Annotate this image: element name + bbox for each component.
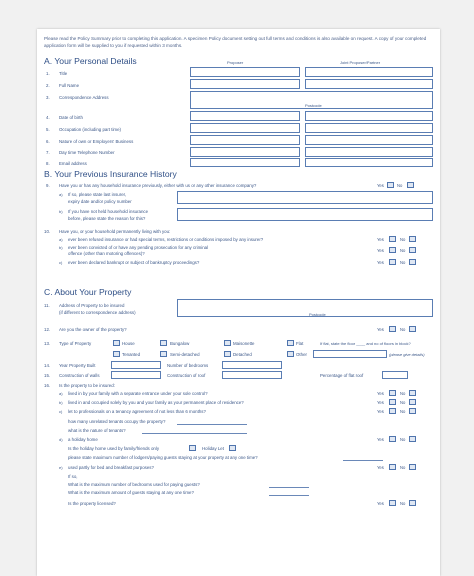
q16a-no-checkbox[interactable] bbox=[409, 390, 416, 396]
q10a-label: ever been refused insurance or had special terms, restrictions or conditions imposed by any insurer? bbox=[68, 237, 264, 242]
q9-yes-checkbox[interactable] bbox=[387, 182, 394, 188]
q10-label: Have you, or your household permanently living with you: bbox=[59, 229, 171, 234]
q16e-no-checkbox[interactable] bbox=[409, 464, 416, 470]
flat-label: Flat bbox=[296, 341, 304, 346]
proposer-phone-field[interactable] bbox=[190, 147, 300, 157]
application-form-page: Please read the Policy Summary prior to completing this application. A specimen Policy document setting out full terms and conditions is also available on request. A copy of your completed application form will be supplied to you if requested within 3 months. A. Your Personal Details Proposer Joint Proposer/Partner 1. Title 2. Full Name 3. Correspondence Address Postcode 4. Date of birth 5. Occupation (including part time) 6. Nature of own or Employers' Business 7. Day time Telephone Number 8. Email address B. Your Previous Insurance History 9. Have you or has any household insurance previously, either with us or any other insurance company? Yes No a) If so, please state last insurer, expiry date and/or policy number b) If you have not held household insurance before, please state the reason for this? 10. Have you, or your household permanently living with you: a) ever been refused insurance or had special terms, restrictions or conditions imposed by any insurer? Yes No b) ever been convicted of or have any pending prosecution for any criminal offence (other than motoring offences)? Yes No c) ever been declared bankrupt or subject of bankruptcy proceedings? Yes No C. About Your Property 11. Address of Property to be insured (if different to correspondence address) Postcode 12. Are you the owner of the property? Yes No 13. Type of Property House Bungalow Maisonette Flat If flat, state the floor ____ and no of floors in block? Tenanted Semi-detached Detached Other (please give details) 14. Year Property Built Number of bedrooms 15. Construction of walls Construction of roof Percentage of flat roof 16. Is the property to be insured: a) lived in by your family with a separate entrance under your sole control? Yes No b) lived in and occupied solely by you and your family as your permanent place of residence? Yes No c) let to professionals on a tenancy agreement of not less than 6 months? Yes No how many unrelated tenants occupy the property? what is the nature of tenants? d) a holiday home Yes No Is the holiday home used by family/friends only Holiday Let please state maximum number of lodgers/paying guests staying at your property at any one time? e) used partly for bed and breakfast purposes? Yes No If so, What is the maximum number of bedrooms used for paying guests? What is the maximum amount of guests staying at any one time? Is the property licensed? Yes No bbox=[37, 29, 440, 576]
tenants-count-line[interactable] bbox=[177, 424, 247, 425]
q10a-no-checkbox[interactable] bbox=[409, 236, 416, 242]
row-number: 8. bbox=[46, 161, 50, 166]
no-label: No bbox=[400, 327, 406, 332]
q12-no-checkbox[interactable] bbox=[409, 326, 416, 332]
q10b-label: ever been convicted of or have any pending prosecution for any criminal bbox=[68, 245, 209, 250]
yes-label: Yes bbox=[377, 409, 384, 414]
yes-label: Yes bbox=[377, 260, 384, 265]
q16-label: Is the property to be insured: bbox=[59, 383, 115, 388]
bungalow-checkbox[interactable] bbox=[160, 340, 167, 346]
q16e-guests-label: What is the maximum amount of guests staying at any one time? bbox=[68, 490, 194, 495]
business-label: Nature of own or Employers' Business bbox=[59, 139, 134, 144]
proposer-title-field[interactable] bbox=[190, 67, 300, 77]
q16c-label: let to professionals on a tenancy agreement of not less than 6 months? bbox=[68, 409, 206, 414]
proposer-name-field[interactable] bbox=[190, 79, 300, 89]
row-number: 4. bbox=[46, 115, 50, 120]
semi-detached-checkbox[interactable] bbox=[160, 351, 167, 357]
tenanted-label: Tenanted bbox=[122, 352, 141, 357]
roof-label: Construction of roof bbox=[167, 373, 206, 378]
q14-label: Year Property Built bbox=[59, 363, 96, 368]
q10b-yes-checkbox[interactable] bbox=[389, 247, 396, 253]
title-label: Title bbox=[59, 71, 68, 76]
other-details-field[interactable] bbox=[313, 350, 387, 358]
holiday-let-label: Holiday Let bbox=[202, 446, 224, 451]
postcode-label: Postcode bbox=[309, 312, 326, 317]
no-label: No bbox=[400, 409, 406, 414]
no-label: No bbox=[400, 437, 406, 442]
postcode-label: Postcode bbox=[305, 103, 322, 108]
joint-dob-field[interactable] bbox=[305, 111, 433, 121]
q16e-bedrooms-label: What is the maximum number of bedrooms used for paying guests? bbox=[68, 482, 200, 487]
joint-name-field[interactable] bbox=[305, 79, 433, 89]
no-label: No bbox=[400, 400, 406, 405]
proposer-business-field[interactable] bbox=[190, 135, 300, 145]
yes-label: Yes bbox=[377, 465, 384, 470]
q16f-no-checkbox[interactable] bbox=[409, 500, 416, 506]
q10b-no-checkbox[interactable] bbox=[409, 247, 416, 253]
tenants-nature-line[interactable] bbox=[142, 433, 247, 434]
row-number: 1. bbox=[46, 71, 50, 76]
q10c-no-checkbox[interactable] bbox=[409, 259, 416, 265]
flat-checkbox[interactable] bbox=[287, 340, 294, 346]
yes-label: Yes bbox=[377, 501, 384, 506]
joint-title-field[interactable] bbox=[305, 67, 433, 77]
family-friends-checkbox[interactable] bbox=[189, 445, 196, 451]
q9a-label-2: expiry date and/or policy number bbox=[68, 199, 132, 204]
detached-label: Detached bbox=[233, 352, 252, 357]
intro-text: Please read the Policy Summary prior to completing this application. A specimen Policy document setting out full terms and conditions is also available on request. A copy of your completed application form will be supplied to you if requested within 3 months. bbox=[44, 36, 427, 48]
yes-label: Yes bbox=[377, 237, 384, 242]
dob-label: Date of birth bbox=[59, 115, 83, 120]
q13-label: Type of Property bbox=[59, 341, 92, 346]
tenanted-checkbox[interactable] bbox=[113, 351, 120, 357]
q16e-ifso-label: If so, bbox=[68, 474, 78, 479]
q16d-family-label: Is the holiday home used by family/friends only bbox=[68, 446, 160, 451]
roof-field[interactable] bbox=[222, 371, 282, 379]
q12-label: Are you the owner of the property? bbox=[59, 327, 127, 332]
q10b-label-2: offence (other than motoring offences)? bbox=[68, 251, 145, 256]
q9a-label: If so, please state last insurer, bbox=[68, 192, 127, 197]
q11-label: Address of Property to be insured bbox=[59, 303, 125, 308]
row-number: 5. bbox=[46, 127, 50, 132]
no-label: No bbox=[400, 248, 406, 253]
no-insurance-reason-field[interactable] bbox=[177, 208, 433, 221]
flat-roof-field[interactable] bbox=[382, 371, 408, 379]
q16c-yes-checkbox[interactable] bbox=[389, 408, 396, 414]
proposer-email-field[interactable] bbox=[190, 158, 300, 167]
proposer-occupation-field[interactable] bbox=[190, 123, 300, 133]
q16d-no-checkbox[interactable] bbox=[409, 436, 416, 442]
occupation-label: Occupation (including part time) bbox=[59, 127, 121, 132]
no-label: No bbox=[397, 183, 403, 188]
row-number: 2. bbox=[46, 83, 50, 88]
col-proposer-label: Proposer bbox=[227, 60, 244, 65]
full-name-label: Full Name bbox=[59, 83, 80, 88]
q16c-nature-label: what is the nature of tenants? bbox=[68, 428, 126, 433]
no-label: No bbox=[400, 260, 406, 265]
no-label: No bbox=[400, 501, 406, 506]
yes-label: Yes bbox=[377, 327, 384, 332]
yes-label: Yes bbox=[377, 248, 384, 253]
bedrooms-field[interactable] bbox=[222, 361, 282, 369]
max-guests-line[interactable] bbox=[269, 495, 309, 496]
semi-detached-label: Semi-detached bbox=[170, 352, 200, 357]
section-c-title: C. About Your Property bbox=[44, 287, 132, 297]
q15-label: Construction of walls bbox=[59, 373, 100, 378]
col-joint-label: Joint Proposer/Partner bbox=[340, 60, 381, 65]
joint-occupation-field[interactable] bbox=[305, 123, 433, 133]
correspondence-address-label: Correspondence Address bbox=[59, 95, 109, 100]
joint-phone-field[interactable] bbox=[305, 147, 433, 157]
row-number: 7. bbox=[46, 150, 50, 155]
guest-bedrooms-line[interactable] bbox=[269, 487, 309, 488]
no-label: No bbox=[400, 465, 406, 470]
bedrooms-label: Number of bedrooms bbox=[167, 363, 209, 368]
other-checkbox[interactable] bbox=[287, 351, 294, 357]
year-built-field[interactable] bbox=[111, 361, 161, 369]
yes-label: Yes bbox=[377, 400, 384, 405]
q10a-yes-checkbox[interactable] bbox=[389, 236, 396, 242]
maisonette-label: Maisonette bbox=[233, 341, 255, 346]
q16f-label: Is the property licensed? bbox=[68, 501, 116, 506]
house-checkbox[interactable] bbox=[113, 340, 120, 346]
yes-label: Yes bbox=[377, 391, 384, 396]
house-label: House bbox=[122, 341, 135, 346]
if-flat-label: If flat, state the floor ____ and no of floors in block? bbox=[320, 341, 411, 346]
q9-no-checkbox[interactable] bbox=[407, 182, 414, 188]
telephone-label: Day time Telephone Number bbox=[59, 150, 115, 155]
q16d-yes-checkbox[interactable] bbox=[389, 436, 396, 442]
q12-yes-checkbox[interactable] bbox=[389, 326, 396, 332]
q9b-label-2: before, please state the reason for this? bbox=[68, 216, 146, 221]
walls-field[interactable] bbox=[111, 371, 161, 379]
section-b-title: B. Your Previous Insurance History bbox=[44, 169, 177, 179]
joint-business-field[interactable] bbox=[305, 135, 433, 145]
q9-label: Have you or has any household insurance previously, either with us or any other insurance company? bbox=[59, 183, 257, 188]
yes-label: Yes bbox=[377, 437, 384, 442]
q9b-label: If you have not held household insurance bbox=[68, 209, 149, 214]
q16a-label: lived in by your family with a separate entrance under your sole control? bbox=[68, 391, 208, 396]
q16c-tenants-label: how many unrelated tenants occupy the property? bbox=[68, 419, 166, 424]
lodgers-count-line[interactable] bbox=[343, 460, 383, 461]
email-label: Email address bbox=[59, 161, 87, 166]
q16f-yes-checkbox[interactable] bbox=[389, 500, 396, 506]
yes-label: Yes bbox=[377, 183, 384, 188]
q16b-no-checkbox[interactable] bbox=[409, 399, 416, 405]
section-a-title: A. Your Personal Details bbox=[44, 56, 137, 66]
holiday-let-checkbox[interactable] bbox=[229, 445, 236, 451]
q11-label-2: (if different to correspondence address) bbox=[59, 310, 136, 315]
give-details-label: (please give details) bbox=[389, 352, 425, 357]
q10c-yes-checkbox[interactable] bbox=[389, 259, 396, 265]
property-address-field[interactable] bbox=[177, 299, 433, 317]
joint-email-field[interactable] bbox=[305, 158, 433, 167]
bungalow-label: Bungalow bbox=[170, 341, 190, 346]
q16d-label: a holiday home bbox=[68, 437, 98, 442]
flat-roof-label: Percentage of flat roof bbox=[320, 373, 364, 378]
q16e-label: used partly for bed and breakfast purposes? bbox=[68, 465, 154, 470]
q16c-no-checkbox[interactable] bbox=[409, 408, 416, 414]
detached-checkbox[interactable] bbox=[224, 351, 231, 357]
q16b-yes-checkbox[interactable] bbox=[389, 399, 396, 405]
no-label: No bbox=[400, 237, 406, 242]
previous-insurer-field[interactable] bbox=[177, 191, 433, 204]
proposer-dob-field[interactable] bbox=[190, 111, 300, 121]
other-label: Other bbox=[296, 352, 307, 357]
q16b-label: lived in and occupied solely by you and your family as your permanent place of residence? bbox=[68, 400, 244, 405]
q16a-yes-checkbox[interactable] bbox=[389, 390, 396, 396]
maisonette-checkbox[interactable] bbox=[224, 340, 231, 346]
no-label: No bbox=[400, 391, 406, 396]
row-number: 3. bbox=[46, 95, 50, 100]
q10c-label: ever been declared bankrupt or subject of bankruptcy proceedings? bbox=[68, 260, 200, 265]
q16d-lodgers-label: please state maximum number of lodgers/paying guests staying at your property at any one time? bbox=[68, 455, 258, 460]
row-number: 6. bbox=[46, 139, 50, 144]
q16e-yes-checkbox[interactable] bbox=[389, 464, 396, 470]
